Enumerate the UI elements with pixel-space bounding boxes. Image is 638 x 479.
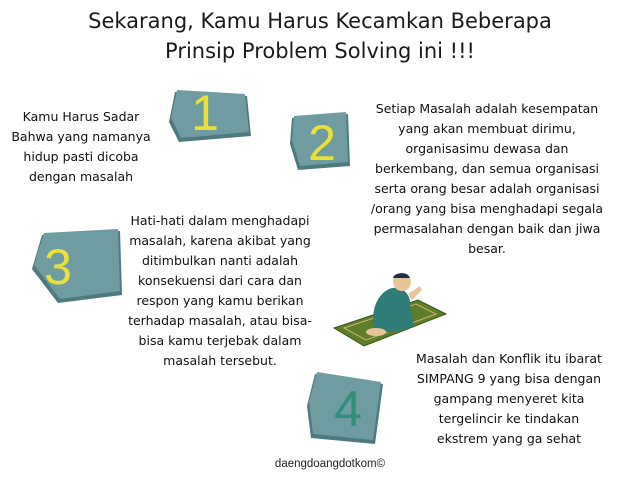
number-3: 3 (44, 239, 72, 295)
principle-3-text: Hati-hati dalam menghadapi masalah, karena akibat yang ditimbulkan nanti adalah konsekuensi dari cara dan respon yang kamu berikan terhadap masalah, atau bisa- bisa kamu terjebak dalam masalah tersebut. (128, 213, 312, 368)
principle-2-text: Setiap Masalah adalah kesempatan yang akan membuat dirimu, organisasimu dewasa dan berkembang, dan semua organisasi serta orang besar adalah organisasi /orang yang bisa menghadapi segala permasalahan dengan baik dan jiwa besar. (370, 101, 604, 256)
praying-figure-illustration (330, 270, 450, 350)
title-line-2: Prinsip Problem Solving ini !!! (165, 39, 475, 63)
title-line-1: Sekarang, Kamu Harus Kecamkan Beberapa (88, 9, 552, 33)
page-title (20, 6, 620, 66)
number-4: 4 (334, 381, 362, 437)
principle-1-text: Kamu Harus Sadar Bahwa yang namanya hidup pasti dicoba dengan masalah (11, 109, 151, 184)
footer-credit: daengdoangdotkom© (274, 458, 386, 470)
number-2: 2 (308, 115, 336, 171)
principle-4-text: Masalah dan Konflik itu ibarat SIMPANG 9 yang bisa dengan gampang menyeret kita tergelincir ke tindakan ekstrem yang ga sehat (416, 351, 602, 446)
number-1: 1 (191, 85, 219, 141)
